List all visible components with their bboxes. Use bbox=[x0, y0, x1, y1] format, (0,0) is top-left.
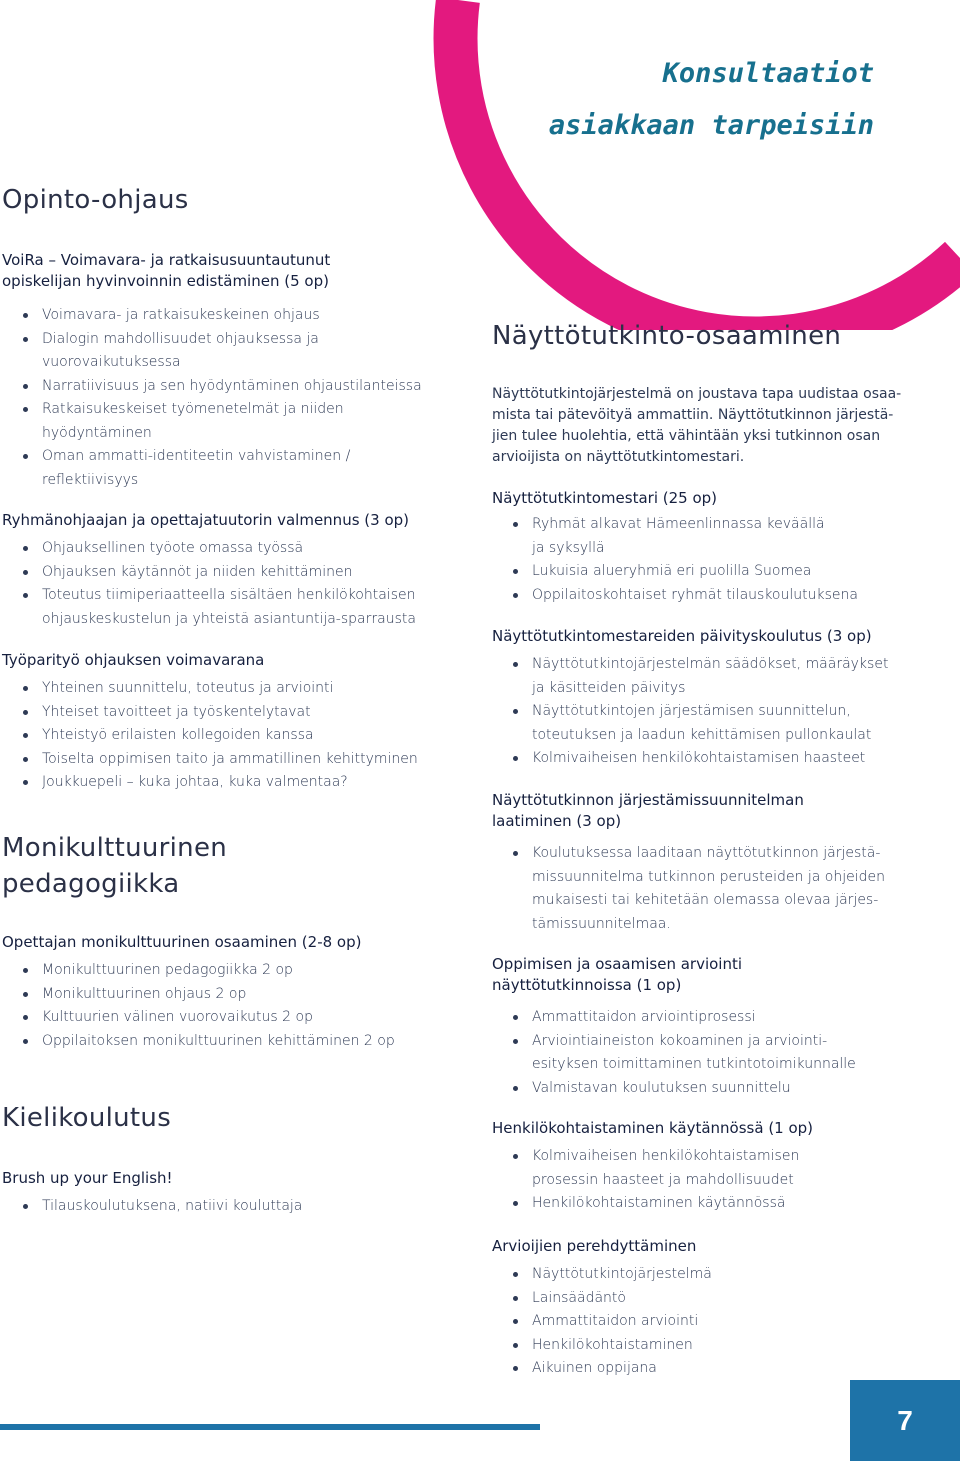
list-item-continuation: missuunnitelma tutkinnon perusteiden ja ohjeiden bbox=[532, 868, 886, 885]
monikulttuurinen-heading bbox=[2, 830, 452, 902]
list-item: Henkilökohtaistaminen käytännössä bbox=[492, 1192, 912, 1216]
opinto-ohjaus-heading: Opinto-ohjaus bbox=[2, 185, 189, 215]
list-item: Oppilaitoksen monikulttuurinen kehittäminen 2 op bbox=[2, 1030, 452, 1054]
list-item-continuation: hyödyntäminen bbox=[42, 424, 152, 441]
tyoparityo-list bbox=[2, 677, 452, 795]
ryhmanohjaaja-title: Ryhmänohjaajan ja opettajatuutorin valmennus (3 op) bbox=[2, 511, 409, 529]
arviointi-section bbox=[492, 954, 912, 1100]
list-item: Henkilökohtaistaminen bbox=[492, 1334, 912, 1358]
voira-list bbox=[2, 304, 452, 492]
list-item: Yhteistyö erilaisten kollegoiden kanssa bbox=[2, 724, 452, 748]
list-item: Oppilaitoskohtaiset ryhmät tilauskoulutuksena bbox=[492, 584, 912, 608]
list-item: Joukkuepeli – kuka johtaa, kuka valmentaa? bbox=[2, 771, 452, 795]
kielikoulutus-title: Brush up your English! bbox=[2, 1169, 173, 1187]
list-item: Näyttötutkintojärjestelmän säädökset, määräykset bbox=[492, 653, 912, 677]
tagline-line-1: Konsultaatiot bbox=[662, 58, 874, 89]
jarjestamis-title-line-1: Näyttötutkinnon järjestämissuunnitelman bbox=[492, 791, 804, 809]
list-item-continuation: esityksen toimittaminen tutkintotoimikunnalle bbox=[532, 1056, 856, 1072]
list-item-continuation: prosessin haasteet ja mahdollisuudet bbox=[532, 1171, 794, 1188]
list-item-continuation: tämissuunnitelmaa. bbox=[532, 915, 671, 932]
list-item: Ratkaisukeskeiset työmenetelmät ja niiden bbox=[2, 398, 452, 422]
henkilokohtaistaminen-section bbox=[492, 1118, 912, 1216]
list-item-continuation: vuorovaikutuksessa bbox=[42, 354, 181, 370]
list-item: Monikulttuurinen pedagogiikka 2 op bbox=[2, 959, 452, 983]
list-item: Koulutuksessa laaditaan näyttötutkinnon järjestä- bbox=[492, 842, 912, 866]
footer-rule bbox=[0, 1424, 540, 1430]
list-item: Ohjauksen käytännöt ja niiden kehittäminen bbox=[2, 561, 452, 585]
kielikoulutus-section bbox=[2, 1168, 452, 1219]
list-item: Arviointiaineiston kokoaminen ja arviointi- bbox=[492, 1030, 912, 1054]
perehdytys-title: Arvioijien perehdyttäminen bbox=[492, 1237, 697, 1255]
list-item-continuation: ohjauskeskustelun ja yhteistä asiantuntija-sparrausta bbox=[42, 610, 416, 627]
list-item: Ammattitaidon arviointiprosessi bbox=[492, 1006, 912, 1030]
arviointi-title-line-2: näyttötutkinnoissa (1 op) bbox=[492, 976, 682, 994]
paivitys-title: Näyttötutkintomestareiden päivityskoulutus (3 op) bbox=[492, 627, 872, 645]
henkilokohtaistaminen-list bbox=[492, 1145, 912, 1216]
list-item: Lainsäädäntö bbox=[492, 1287, 912, 1311]
list-item: Kolmivaiheisen henkilökohtaistamisen bbox=[492, 1145, 912, 1169]
ryhmanohjaaja-section bbox=[2, 510, 452, 631]
list-item: Oman ammatti-identiteetin vahvistaminen / bbox=[2, 445, 452, 469]
monikulttuurinen-section bbox=[2, 932, 452, 1053]
list-item: Yhteinen suunnittelu, toteutus ja arviointi bbox=[2, 677, 452, 701]
kielikoulutus-list bbox=[2, 1195, 452, 1219]
list-item: Toiselta oppimisen taito ja ammatillinen kehittyminen bbox=[2, 748, 452, 772]
page-number: 7 bbox=[897, 1404, 913, 1436]
list-item: Dialogin mahdollisuudet ohjauksessa ja bbox=[2, 328, 452, 352]
tyoparityo-section bbox=[2, 650, 452, 795]
jarjestamis-list bbox=[492, 842, 912, 936]
tagline bbox=[549, 48, 874, 152]
tagline-line-2: asiakkaan tarpeisiin bbox=[548, 110, 874, 141]
list-item: Näyttötutkintojärjestelmä bbox=[492, 1263, 912, 1287]
henkilokohtaistaminen-title: Henkilökohtaistaminen käytännössä (1 op) bbox=[492, 1119, 814, 1137]
nayttotutkinto-intro bbox=[492, 384, 912, 468]
list-item: Lukuisia alueryhmiä eri puolilla Suomea bbox=[492, 560, 912, 584]
list-item: Toteutus tiimiperiaatteella sisältäen henkilökohtaisen bbox=[2, 584, 452, 608]
intro-line: arvioijista on näyttötutkintomestari. bbox=[492, 449, 745, 465]
perehdytys-list bbox=[492, 1263, 912, 1381]
voira-title-line-1: VoiRa – Voimavara- ja ratkaisusuuntautunut bbox=[2, 251, 331, 269]
list-item: Ohjauksellinen työote omassa työssä bbox=[2, 537, 452, 561]
mestari-section bbox=[492, 488, 912, 607]
list-item: Aikuinen oppijana bbox=[492, 1357, 912, 1381]
nayttotutkinto-heading: Näyttötutkinto-osaaminen bbox=[492, 321, 842, 351]
list-item: Narratiivisuus ja sen hyödyntäminen ohjaustilanteissa bbox=[2, 375, 452, 399]
list-item: Tilauskoulutuksena, natiivi kouluttaja bbox=[2, 1195, 452, 1219]
list-item-continuation: ja syksyllä bbox=[532, 539, 605, 556]
list-item-continuation: ja käsitteiden päivitys bbox=[532, 679, 686, 696]
intro-line: mista tai pätevöityä ammattiin. Näyttötutkinnon järjestä- bbox=[492, 407, 894, 423]
ryhmanohjaaja-list bbox=[2, 537, 452, 631]
list-item: Kulttuurien välinen vuorovaikutus 2 op bbox=[2, 1006, 452, 1030]
list-item: Valmistavan koulutuksen suunnittelu bbox=[492, 1077, 912, 1101]
list-item: Ammattitaidon arviointi bbox=[492, 1310, 912, 1334]
arviointi-title-line-1: Oppimisen ja osaamisen arviointi bbox=[492, 955, 743, 973]
page-number-box bbox=[850, 1380, 960, 1461]
tyoparityo-title: Työparityö ohjauksen voimavarana bbox=[2, 651, 265, 669]
list-item-continuation: mukaisesti tai kehitetään olemassa olevaa järjes- bbox=[532, 892, 879, 908]
list-item-continuation: toteutuksen ja laadun kehittämisen pullonkaulat bbox=[532, 726, 872, 743]
paivitys-list bbox=[492, 653, 912, 771]
monikulttuurinen-list bbox=[2, 959, 452, 1053]
list-item: Monikulttuurinen ohjaus 2 op bbox=[2, 983, 452, 1007]
intro-line: jien tulee huolehtia, että vähintään yksi tutkinnon osan bbox=[492, 428, 881, 444]
intro-line: Näyttötutkintojärjestelmä on joustava tapa uudistaa osaa- bbox=[492, 386, 902, 402]
list-item-continuation: reflektiivisyys bbox=[42, 471, 139, 488]
mestari-title: Näyttötutkintomestari (25 op) bbox=[492, 489, 718, 507]
jarjestamis-title-line-2: laatiminen (3 op) bbox=[492, 812, 622, 830]
voira-title-line-2: opiskelijan hyvinvoinnin edistäminen (5 op) bbox=[2, 272, 329, 290]
list-item: Näyttötutkintojen järjestämisen suunnittelun, bbox=[492, 700, 912, 724]
monikulttuurinen-title: Opettajan monikulttuurinen osaaminen (2-8 op) bbox=[2, 933, 362, 951]
monikulttuurinen-heading-line-2: pedagogiikka bbox=[2, 869, 180, 899]
list-item: Yhteiset tavoitteet ja työskentelytavat bbox=[2, 701, 452, 725]
jarjestamis-section bbox=[492, 790, 912, 936]
list-item: Ryhmät alkavat Hämeenlinnassa keväällä bbox=[492, 513, 912, 537]
kielikoulutus-heading: Kielikoulutus bbox=[2, 1103, 172, 1133]
perehdytys-section bbox=[492, 1236, 912, 1381]
list-item: Kolmivaiheisen henkilökohtaistamisen haasteet bbox=[492, 747, 912, 771]
list-item: Voimavara- ja ratkaisukeskeinen ohjaus bbox=[2, 304, 452, 328]
paivitys-section bbox=[492, 626, 912, 771]
voira-section bbox=[2, 250, 452, 492]
monikulttuurinen-heading-line-1: Monikulttuurinen bbox=[2, 833, 228, 863]
arviointi-list bbox=[492, 1006, 912, 1100]
mestari-list bbox=[492, 513, 912, 607]
